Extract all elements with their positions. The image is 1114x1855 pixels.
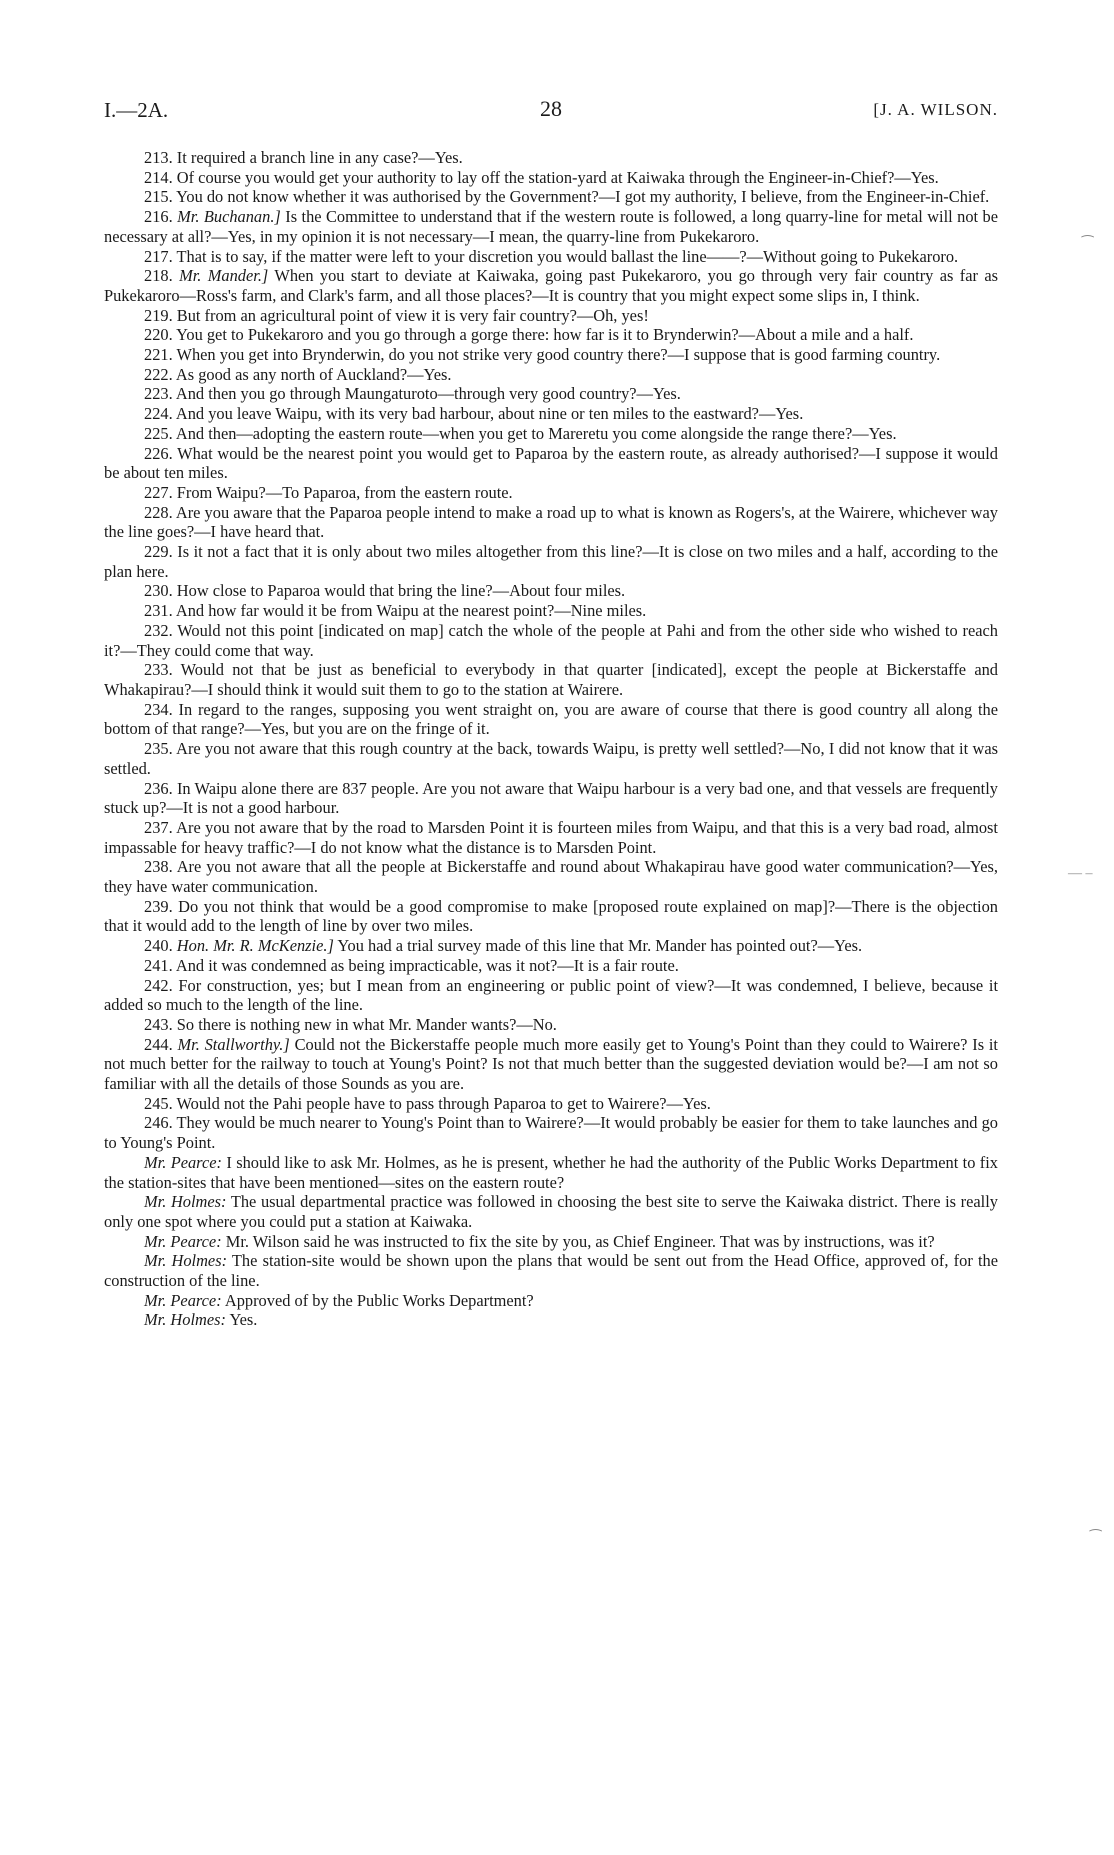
transcript-paragraph <box>104 1094 998 1114</box>
transcript-paragraph <box>104 384 998 404</box>
paragraph-text: 228. Are you aware that the Paparoa people intend to make a road up to what is known as Rogers's, at the Wairere, whichever way the line goes?—I have heard that. <box>104 502 998 542</box>
question-number: 216. <box>144 207 173 227</box>
paragraph-text: 232. Would not this point [indicated on map] catch the whole of the people at Pahi and from the other side who wished to reach it?—They could come that way. <box>104 620 998 660</box>
paragraph-text: 215. You do not know whether it was authorised by the Government?—I got my authority, I believe, from the Engineer-in-Chief. <box>144 187 990 207</box>
paragraph-text: 229. Is it not a fact that it is only about two miles altogether from this line?—It is close on two miles and a half, according to the plan here. <box>104 542 998 581</box>
transcript-paragraph <box>104 168 998 188</box>
transcript-paragraph <box>104 1310 998 1330</box>
transcript-paragraph <box>104 1153 998 1192</box>
paragraph-text: 237. Are you not aware that by the road to Marsden Point it is fourteen miles from Waipu, and that this is a very bad road, almost impassable for heavy traffic?—I do not know what the distance is to Marsden Point. <box>104 817 998 857</box>
document-body <box>104 148 998 1330</box>
transcript-paragraph <box>104 325 998 345</box>
question-number: 244. <box>144 1034 173 1054</box>
transcript-paragraph <box>104 1192 998 1231</box>
transcript-paragraph <box>104 247 998 267</box>
speaker-name: Mr. Stallworthy.] <box>177 1034 290 1054</box>
paragraph-text: 241. And it was condemned as being impracticable, was it not?—It is a fair route. <box>144 955 679 975</box>
transcript-paragraph <box>104 207 998 246</box>
transcript-paragraph <box>104 897 998 936</box>
speaker-name: Mr. Holmes: <box>144 1310 226 1330</box>
transcript-paragraph <box>104 266 998 305</box>
paragraph-text: 224. And you leave Waipu, with its very bad harbour, about nine or ten miles to the eastward?—Yes. <box>144 404 804 424</box>
speaker-name: Mr. Mander.] <box>179 266 269 286</box>
speaker-name: Hon. Mr. R. McKenzie.] <box>176 936 334 956</box>
transcript-paragraph <box>104 1035 998 1094</box>
paragraph-text: Approved of by the Public Works Department? <box>224 1290 534 1310</box>
paragraph-text: 235. Are you not aware that this rough country at the back, towards Waipu, is pretty well settled?—No, I did not know that it was settled. <box>104 739 998 778</box>
transcript-paragraph <box>104 444 998 483</box>
paragraph-text: 234. In regard to the ranges, supposing you went straight on, you are aware of course that there is good country all along the bottom of that range?—Yes, but you are on the fringe of it. <box>104 699 998 739</box>
paragraph-text: Yes. <box>229 1310 258 1330</box>
transcript-paragraph <box>104 857 998 896</box>
paragraph-text: 236. In Waipu alone there are 837 people. Are you not aware that Waipu harbour is a very bad one, and that vessels are frequently stuck up?—It is not a good harbour. <box>104 778 998 818</box>
header-witness: [J. A. WILSON. <box>873 100 998 119</box>
paragraph-text: I should like to ask Mr. Holmes, as he is present, whether he had the authority of the Public Works Department to fix the station-sites that have been mentioned—sites on the eastern route? <box>104 1152 999 1192</box>
paragraph-text: 223. And then you go through Maungaturoto—through very good country?—Yes. <box>144 384 681 404</box>
paragraph-text: 213. It required a branch line in any case?—Yes. <box>144 148 463 167</box>
paragraph-text: You had a trial survey made of this line that Mr. Mander has pointed out?—Yes. <box>337 936 863 956</box>
transcript-paragraph <box>104 1291 998 1311</box>
transcript-paragraph <box>104 739 998 778</box>
transcript-paragraph <box>104 779 998 818</box>
question-number: 218. <box>144 266 173 286</box>
transcript-paragraph <box>104 483 998 503</box>
transcript-paragraph <box>104 1113 998 1152</box>
question-number: 240. <box>144 936 173 956</box>
transcript-paragraph <box>104 976 998 1015</box>
transcript-paragraph <box>104 345 998 365</box>
paragraph-text: The usual departmental practice was followed in choosing the best site to serve the Kaiwaka district. There is really only one spot where you could put a station at Kaiwaka. <box>104 1192 998 1231</box>
paragraph-text: 214. Of course you would get your authority to lay off the station-yard at Kaiwaka through the Engineer-in-Chief?—Yes. <box>144 167 939 187</box>
paragraph-text: Mr. Wilson said he was instructed to fix the site by you, as Chief Engineer. That was by instructions, was it? <box>225 1231 935 1251</box>
transcript-paragraph <box>104 306 998 326</box>
paragraph-text: When you start to deviate at Kaiwaka, going past Pukekaroro, you go through very fair country as far as Pukekaroro—Ross's farm, and Clark's farm, and all those places?—It is country that you might expect some slips in, I think. <box>104 266 998 305</box>
paragraph-text: 238. Are you not aware that all the people at Bickerstaffe and round about Whakapirau have good water communication?—Yes, they have water communication. <box>104 857 998 897</box>
transcript-paragraph <box>104 503 998 542</box>
speaker-name: Mr. Pearce: <box>144 1152 222 1172</box>
transcript-paragraph <box>104 187 998 207</box>
paragraph-text: Is the Committee to understand that if the western route is followed, a long quarry-line for metal will not be necessary at all?—Yes, in my opinion it is not necessary—I mean, the quarry-line from Pukekaroro. <box>104 207 998 246</box>
paragraph-text: 239. Do you not think that would be a good compromise to make [proposed route explained on map]?—There is the objection that it would add to the length of line by over two miles. <box>104 896 998 936</box>
paragraph-text: 233. Would not that be just as beneficial to everybody in that quarter [indicated], except the people at Bickerstaffe and Whakapirau?—I should think it would suit them to go to the station at Wairere. <box>104 660 998 699</box>
transcript-paragraph <box>104 404 998 424</box>
speaker-name: Mr. Pearce: <box>144 1290 222 1310</box>
transcript-paragraph <box>104 601 998 621</box>
paragraph-text: 245. Would not the Pahi people have to pass through Paparoa to get to Wairere?—Yes. <box>144 1093 711 1113</box>
paragraph-text: 221. When you get into Brynderwin, do you not strike very good country there?—I suppose that is good farming country. <box>144 345 941 365</box>
transcript-paragraph <box>104 1232 998 1252</box>
margin-mark: ⁀ <box>1082 237 1094 252</box>
paragraph-text: 226. What would be the nearest point you would get to Paparoa by the eastern route, as already authorised?—I suppose it would be about ten miles. <box>104 443 998 483</box>
paragraph-text: 217. That is to say, if the matter were left to your discretion you would ballast the line——?—Without going to Pukekaroro. <box>144 246 959 266</box>
transcript-paragraph <box>104 365 998 385</box>
transcript-paragraph <box>104 700 998 739</box>
paragraph-text: 243. So there is nothing new in what Mr. Mander wants?—No. <box>144 1014 557 1034</box>
paragraph-text: 225. And then—adopting the eastern route—when you get to Mareretu you come alongside the range there?—Yes. <box>144 423 897 443</box>
transcript-paragraph <box>104 581 998 601</box>
paragraph-text: The station-site would be shown upon the plans that would be sent out from the Head Office, approved of, for the construction of the line. <box>104 1251 998 1291</box>
margin-mark: ⁀ <box>1090 1531 1102 1546</box>
paragraph-text: 231. And how far would it be from Waipu at the nearest point?—Nine miles. <box>144 601 647 621</box>
transcript-paragraph <box>104 542 998 581</box>
transcript-paragraph <box>104 148 998 168</box>
transcript-paragraph <box>104 660 998 699</box>
header-reference: I.—2A. <box>104 98 169 122</box>
paragraph-text: 242. For construction, yes; but I mean from an engineering or public point of view?—It was condemned, I believe, because it added so much to the length of the line. <box>104 975 998 1015</box>
transcript-paragraph <box>104 1251 998 1290</box>
paragraph-text: 220. You get to Pukekaroro and you go through a gorge there: how far is it to Brynderwin?—About a mile and a half. <box>144 325 914 345</box>
paragraph-text: Could not the Bickerstaffe people much more easily get to Young's Point than they could to Wairere? Is it not much better for the railway to touch at Young's Point? Is not that much better than the suggested deviation would be?—I am not so familiar with all the details of those Sounds as you are. <box>104 1034 998 1094</box>
paragraph-text: 222. As good as any north of Auckland?—Yes. <box>144 364 452 384</box>
margin-mark: — ‒ <box>1068 866 1093 881</box>
transcript-paragraph <box>104 424 998 444</box>
transcript-paragraph <box>104 1015 998 1035</box>
speaker-name: Mr. Holmes: <box>144 1192 227 1212</box>
transcript-paragraph <box>104 956 998 976</box>
speaker-name: Mr. Pearce: <box>144 1231 222 1251</box>
page-header <box>104 98 998 128</box>
paragraph-text: 219. But from an agricultural point of view it is very fair country?—Oh, yes! <box>144 305 649 325</box>
transcript-paragraph <box>104 818 998 857</box>
page-number: 28 <box>540 96 562 121</box>
speaker-name: Mr. Holmes: <box>144 1251 228 1271</box>
speaker-name: Mr. Buchanan.] <box>177 207 281 227</box>
transcript-paragraph <box>104 936 998 956</box>
transcript-paragraph <box>104 621 998 660</box>
paragraph-text: 230. How close to Paparoa would that bring the line?—About four miles. <box>144 581 626 601</box>
paragraph-text: 227. From Waipu?—To Paparoa, from the eastern route. <box>144 482 513 502</box>
paragraph-text: 246. They would be much nearer to Young's Point than to Wairere?—It would probably be easier for them to take launches and go to Young's Point. <box>104 1113 998 1153</box>
